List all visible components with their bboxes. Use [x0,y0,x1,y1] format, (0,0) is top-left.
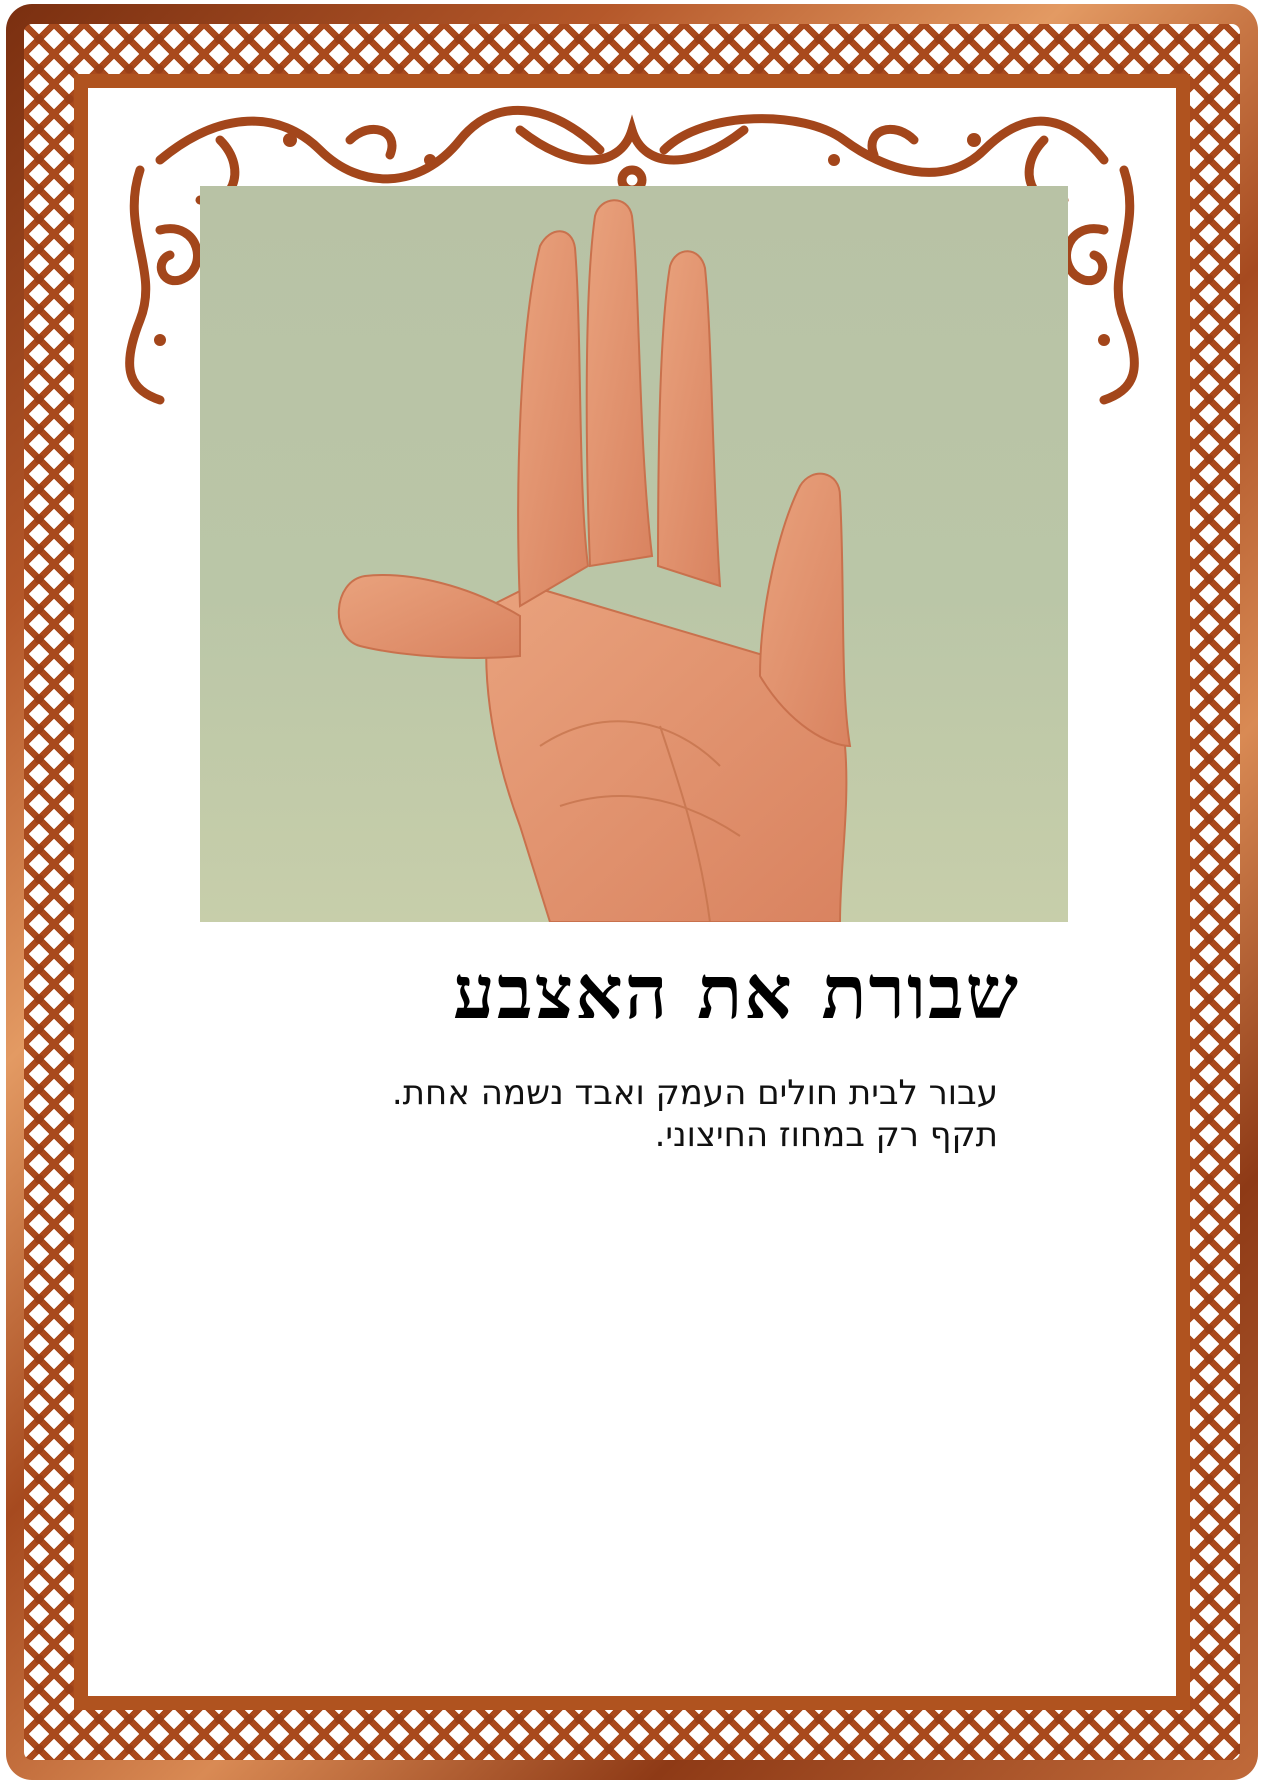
hand-illustration [200,186,1068,922]
hand-with-thumb-icon [200,186,1068,922]
card-description-line: עבור לבית חולים העמק ואבד נשמה אחת. [391,1073,998,1113]
card-title: שבורת את האצבע [452,950,1020,1036]
card-description [240,1072,998,1156]
card-description-line: תקף רק במחוז החיצוני. [654,1115,998,1155]
